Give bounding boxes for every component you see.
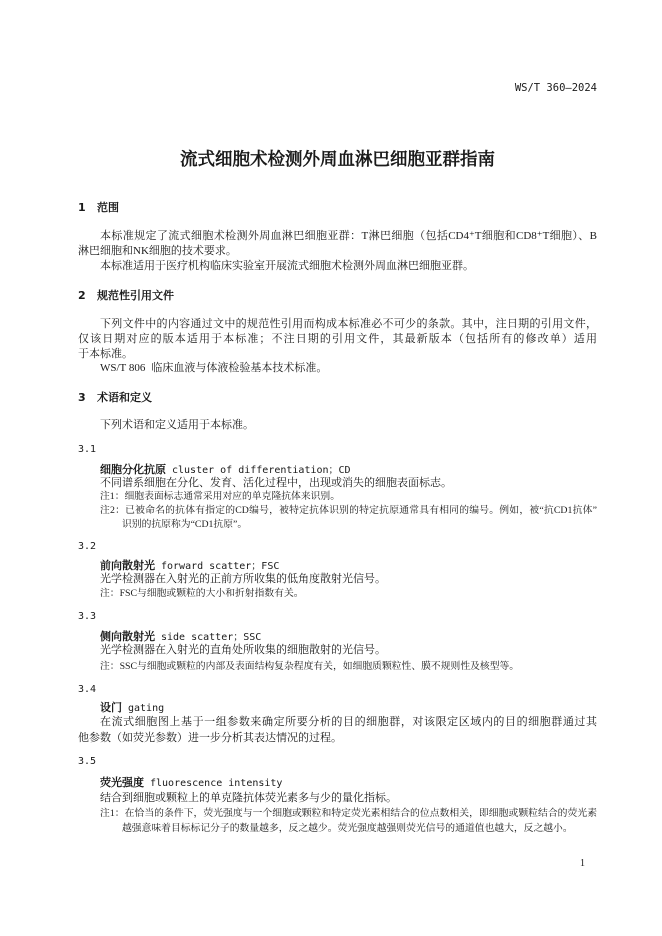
term-english: fluorescence intensity (150, 778, 283, 789)
section-1-heading (78, 200, 119, 215)
note-text: 细胞表面标志通常采用对应的单克隆抗体来识别。 (124, 491, 341, 502)
note-text: 已被命名的抗体有指定的CD编号，被特定抗体识别的特定抗原通常具有相同的编号。例如，被“抗CD1抗体” (125, 505, 597, 516)
terms-intro: 下列术语和定义适用于本标准。 (100, 419, 254, 431)
note-text: FSC与细胞或颗粒的大小和折射指数有关。 (119, 588, 304, 599)
clause-number-3-3: 3.3 (78, 611, 97, 622)
note-label: 注： (100, 661, 120, 672)
definition-3-4-line-2: 他参数（如荧光参数）进一步分析其表达情况的过程。 (78, 732, 342, 744)
reference-code: WS/T 806 (100, 362, 146, 374)
scope-paragraph-1-line-1: 本标准规定了流式细胞术检测外周血淋巴细胞亚群：T淋巴细胞（包括CD4⁺T细胞和CD8⁺T细胞）、B (100, 230, 597, 242)
definition-3-4-line-1: 在流式细胞图上基于一组参数来确定所要分析的目的细胞群，对该限定区域内的目的细胞群通过其 (100, 716, 597, 728)
references-paragraph-line-1: 下列文件中的内容通过文中的规范性引用而构成本标准必不可少的条款。其中，注日期的引用文件， (100, 318, 597, 330)
note-text: SSC与细胞或颗粒的内部及表面结构复杂程度有关，如细胞质颗粒性、膜不规则性及核型等。 (119, 661, 520, 672)
reference-item (100, 361, 597, 376)
scope-paragraph-2-line-1: 本标准适用于医疗机构临床实验室开展流式细胞术检测外周血淋巴细胞亚群。 (100, 260, 474, 272)
section-2-heading (78, 288, 174, 303)
term-3-5 (100, 775, 282, 791)
term-chinese: 侧向散射光 (100, 630, 155, 643)
term-chinese: 细胞分化抗原 (100, 463, 166, 476)
note-3-3 (100, 660, 597, 674)
definition-3-1-line-1: 不同谱系细胞在分化、发育、活化过程中，出现或消失的细胞表面标志。 (100, 477, 452, 489)
term-english: side scatter；SSC (161, 632, 262, 643)
section-title: 术语和定义 (97, 391, 152, 404)
note-text: 在恰当的条件下，荧光强度与一个细胞或颗粒和特定荧光素相结合的位点数相关，即细胞或颗粒结合的荧光素 (124, 808, 598, 819)
clause-number-3-4: 3.4 (78, 684, 97, 695)
term-english: gating (128, 703, 165, 714)
note-label: 注2： (100, 505, 126, 516)
section-number: 1 (78, 201, 86, 214)
note-label: 注： (100, 588, 120, 599)
term-3-4 (100, 700, 164, 716)
standard-number: WS/T 360—2024 (514, 82, 597, 94)
page-number: 1 (580, 858, 585, 869)
term-english: forward scatter；FSC (161, 561, 280, 572)
document-title: 流式细胞术检测外周血淋巴细胞亚群指南 (180, 150, 495, 170)
definition-3-5-line-1: 结合到细胞或颗粒上的单克隆抗体荧光素多与少的量化指标。 (100, 792, 397, 804)
section-number: 3 (78, 391, 86, 404)
note-label: 注1： (100, 808, 125, 819)
note-3-5-1-continuation: 越强意味着目标标记分子的数量越多，反之越少。荧光强度越强则荧光信号的通道值也越大，反之越小。 (122, 823, 573, 834)
clause-number-3-2: 3.2 (78, 541, 97, 552)
references-paragraph-line-2: 仅该日期对应的版本适用于本标准；不注日期的引用文件，其最新版本（包括所有的修改单）适用 (78, 333, 597, 345)
note-3-5-1 (100, 807, 597, 821)
note-3-2 (100, 587, 597, 601)
section-number: 2 (78, 289, 86, 302)
note-label: 注1： (100, 491, 125, 502)
term-chinese: 设门 (100, 701, 122, 714)
definition-3-3-line-1: 光学检测器在入射光的直角处所收集的细胞散射的光信号。 (100, 644, 386, 656)
section-3-heading (78, 390, 152, 405)
definition-3-2-line-1: 光学检测器在入射光的正前方所收集的低角度散射光信号。 (100, 573, 386, 585)
note-3-1-1 (100, 490, 597, 504)
reference-title: 临床血液与体液检验基本技术标准。 (151, 362, 328, 374)
section-title: 规范性引用文件 (97, 289, 174, 302)
note-3-1-2 (100, 504, 597, 518)
clause-number-3-5: 3.5 (78, 756, 97, 767)
scope-paragraph-1-line-2: 淋巴细胞和NK细胞的技术要求。 (78, 245, 237, 257)
term-chinese: 荧光强度 (100, 776, 144, 789)
note-3-1-2-continuation: 识别的抗原称为“CD1抗原”。 (122, 519, 248, 530)
term-english: cluster of differentiation；CD (172, 465, 351, 476)
section-title: 范围 (97, 201, 119, 214)
term-chinese: 前向散射光 (100, 559, 155, 572)
clause-number-3-1: 3.1 (78, 444, 97, 455)
references-paragraph-line-3: 于本标准。 (78, 348, 133, 360)
